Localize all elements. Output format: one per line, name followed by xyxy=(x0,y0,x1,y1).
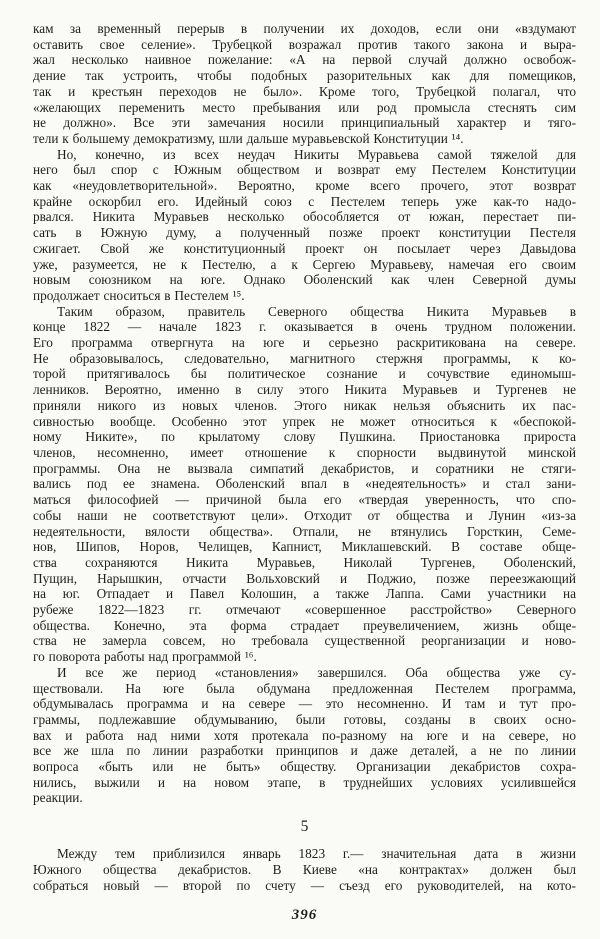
text-line: новым союзником на юге. Однако Оболенский как член Северной думы xyxy=(33,272,576,288)
text-line: уже, разумеется, не к Пестелю, а к Сергею Муравьеву, намечая его своим xyxy=(33,256,576,272)
text-line: общества. Конечно, эта форма страдает преувеличением, жизнь обще- xyxy=(33,617,576,633)
text-line: вопроса «быть или не быть» обществу. Организации декабристов сохра- xyxy=(33,759,576,775)
text-line: ному Никите», по крылатому слову Пушкина. Приостановка прироста xyxy=(33,429,576,445)
text-line: ства не замерла совсем, но требовала существенной реорганизации и ново- xyxy=(33,633,576,649)
text-line: обдумывалась программа и на севере — это несомненно. И там и тут про- xyxy=(33,696,576,712)
text-line: жал несколько наивное пожелание: «А на первой случай должно освобож- xyxy=(33,52,576,68)
text-line: граммы, подлежавшие обдумыванию, были готовы, созданы в своих осно- xyxy=(33,711,576,727)
text-line: Не образовывалось, следовательно, магнитного стержня программы, к ко- xyxy=(33,350,576,366)
paragraph xyxy=(33,304,576,665)
text-line: сать в Южную думу, а полученный позже проект конституции Пестеля xyxy=(33,225,576,241)
text-line: него был спор с Южным обществом и возврат ему Пестелем Конституции xyxy=(33,162,576,178)
text-line: Пущин, Нарышкин, отчасти Вольховский и Поджио, позже переезжающий xyxy=(33,570,576,586)
text-line: конце 1822 — начале 1823 г. оказывается в очень трудном положении. xyxy=(33,319,576,335)
text-line: Но, конечно, из всех неудач Никиты Муравьева самой тяжелой для xyxy=(57,146,576,162)
text-line: Его программа отвергнута на юге и серьезно раскритикована на севере. xyxy=(33,335,576,351)
body-text-after-section xyxy=(33,846,576,893)
text-line: кам за временный перерыв в получении их доходов, если они «вздумают xyxy=(33,21,576,36)
text-line: приняли никого из новых членов. Этого никак нельзя объяснить их пас- xyxy=(33,397,576,413)
body-text-before-section xyxy=(33,21,576,806)
text-line: программы. Она не вызвала симпатий декабристов, и соратники не стяги- xyxy=(33,460,576,476)
text-line: ства сохраняются Никита Муравьев, Николай Тургенев, Оболенский, xyxy=(33,554,576,570)
text-line: торой притягивалось бы политическое сознание и сочувствие единомыш- xyxy=(33,366,576,382)
text-line: дение так устроить, чтобы подобных разорительных как для помещиков, xyxy=(33,68,576,84)
text-line: недеятельности, вялости общества». Отпали, не втянулись Горсткин, Семе- xyxy=(33,523,576,539)
page-number: 396 xyxy=(291,907,318,924)
text-line: Между тем приблизился январь 1823 г.— значительная дата в жизни xyxy=(57,846,576,862)
text-line: ленников. Вероятно, именно в силу этого Никита Муравьев и Тургенев не xyxy=(33,382,576,398)
paragraph xyxy=(33,846,576,893)
text-line: го поворота работы над программой ¹⁶. xyxy=(33,649,257,665)
text-line: не должно». Все эти замечания носили принципиальный характер и тяго- xyxy=(33,115,576,131)
text-line: маться философией — причиной была его «твердая уверенность, что спо- xyxy=(33,492,576,508)
text-column xyxy=(33,21,576,924)
text-line: так и крестьян переходов не было». Кроме того, Трубецкой полагал, что xyxy=(33,83,576,99)
text-line: ществовали. На юге была обдумана предложенная Пестелем программа, xyxy=(33,680,576,696)
text-line: вах и работа над ними хотя протекала по-разному на юге и на севере, но xyxy=(33,727,576,743)
text-line: сжигает. Свой же конституционный проект он посылает через Давыдова xyxy=(33,240,576,256)
text-line: все же шла по линии разработки принципов и даже деталей, а не по линии xyxy=(33,743,576,759)
text-line: собраться новый — второй по счету — съезд его руководителей, на кото- xyxy=(33,877,576,893)
text-line: вались под ее знамена. Оболенский впал в «недеятельность» и стал зани- xyxy=(33,476,576,492)
paragraph xyxy=(33,665,576,806)
text-line: И все же период «становления» завершился. Оба общества уже су- xyxy=(57,664,576,680)
text-line: нов, Шипов, Норов, Челищев, Капнист, Миклашевский. В составе обще- xyxy=(33,539,576,555)
text-line: крайне оскорбил его. Идейный союз с Пестелем теперь уже как-то надо- xyxy=(33,193,576,209)
text-line: рубеже 1822—1823 гг. отмечают «совершенное расстройство» Северного xyxy=(33,602,576,618)
text-line: тели к большему демократизму, шли дальше муравьевской Конституции ¹⁴. xyxy=(33,130,464,146)
text-line: нились, выжили и на новом этапе, в труднейших условиях усилившейся xyxy=(33,774,576,790)
paragraph xyxy=(33,147,576,304)
text-line: оставить свое селение». Трубецкой возражал против такого закона и выра- xyxy=(33,36,576,52)
text-line: рвался. Никита Муравьев несколько обособляется от южан, перестает пи- xyxy=(33,209,576,225)
text-line: членов, несомненно, имеет отношение к спорности выдвинутой минской xyxy=(33,444,576,460)
text-line: «желающих переменить место пребывания или род промысла стеснять сим xyxy=(33,99,576,115)
text-line: реакции. xyxy=(33,790,83,806)
text-line: Таким образом, правитель Северного общества Никита Муравьев в xyxy=(57,303,576,319)
text-line: как «неудовлетворительной». Вероятно, кроме всего прочего, этот возврат xyxy=(33,178,576,194)
text-line: сивностью вообще. Особенно этот упрек не может относиться к «беспокой- xyxy=(33,413,576,429)
paragraph xyxy=(33,21,576,147)
text-line: продолжает сноситься в Пестелем ¹⁵. xyxy=(33,287,245,303)
text-line: на юг. Отпадает и Павел Колошин, а также Лаппа. Сами участники на xyxy=(33,586,576,602)
section-heading: 5 xyxy=(300,818,309,836)
text-line: Южного общества декабристов. В Киеве «на контрактах» должен был xyxy=(33,861,576,877)
text-line: собы наши не соответствуют цели». Отходит от общества и Лунин «из-за xyxy=(33,507,576,523)
